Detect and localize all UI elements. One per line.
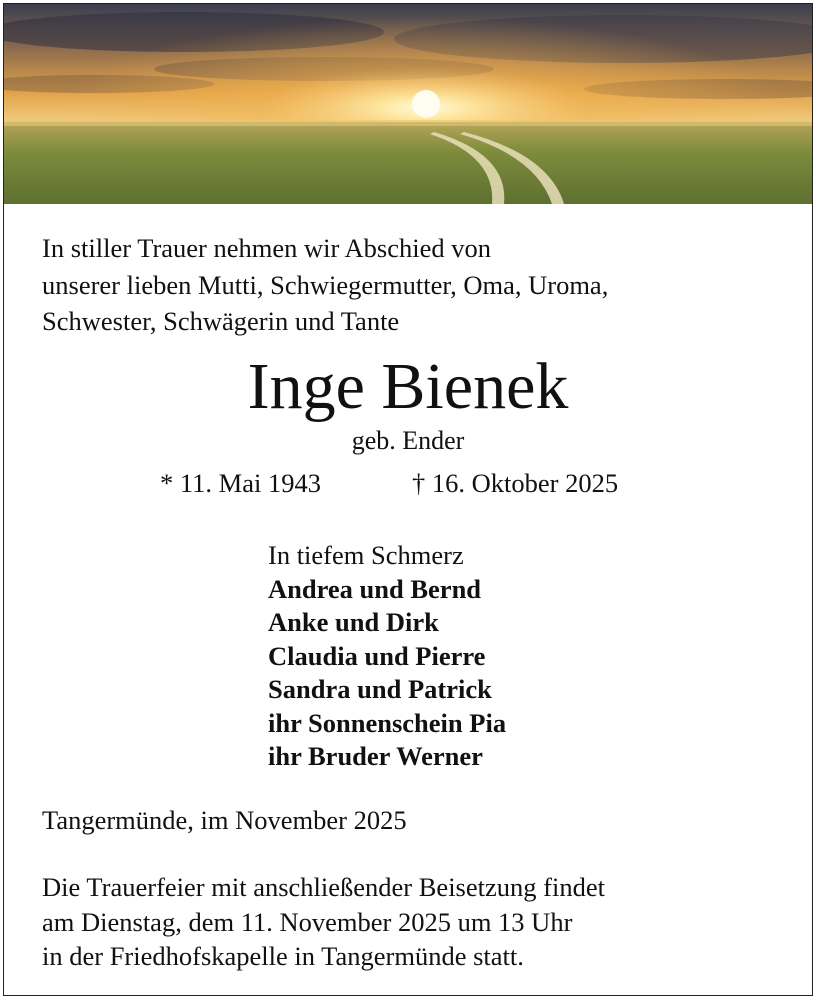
service-line: am Dienstag, dem 11. November 2025 um 13 Uhr (42, 906, 573, 937)
intro-text (42, 230, 608, 340)
death-date: † 16. Oktober 2025 (412, 468, 619, 498)
deceased-name: Inge Bienek (247, 350, 569, 423)
place-date: Tangermünde, im November 2025 (42, 805, 407, 835)
mourner-name: ihr Sonnenschein Pia (268, 707, 507, 738)
service-info (42, 870, 605, 974)
mourners-intro: In tiefem Schmerz (268, 540, 464, 570)
birth-date: * 11. Mai 1943 (160, 468, 321, 498)
mourners-list (268, 539, 506, 774)
mourner-name: Sandra und Patrick (268, 674, 492, 704)
sunset-field-image (4, 4, 812, 204)
service-line: in der Friedhofskapelle in Tangermünde statt. (42, 941, 524, 971)
service-line: Die Trauerfeier mit anschließender Beisetzung findet (42, 872, 605, 902)
mourner-name: ihr Bruder Werner (268, 741, 483, 771)
mourner-name: Andrea und Bernd (268, 573, 482, 604)
mourner-name: Anke und Dirk (268, 607, 439, 637)
intro-line: In stiller Trauer nehmen wir Abschied von (42, 233, 491, 263)
intro-line: Schwester, Schwägerin und Tante (42, 306, 400, 336)
mourner-name: Claudia und Pierre (268, 640, 486, 671)
intro-line: unserer lieben Mutti, Schwiegermutter, Oma, Uroma, (42, 269, 609, 300)
maiden-name: geb. Ender (351, 426, 465, 455)
obituary-notice (3, 3, 813, 996)
